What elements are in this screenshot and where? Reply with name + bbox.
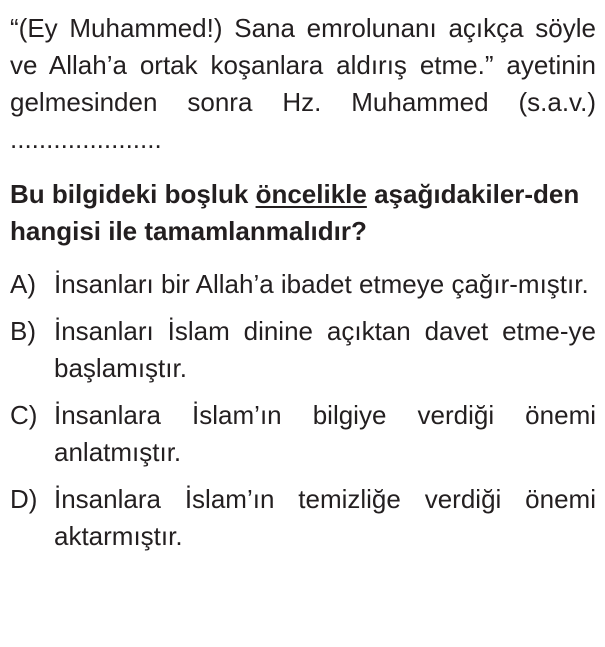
answer-option-c[interactable] [10, 397, 596, 471]
option-text: İnsanları İslam dinine açıktan davet etme-ye başlamıştır. [54, 316, 596, 383]
option-text: İnsanlara İslam’ın temizliğe verdiği önemi aktarmıştır. [54, 484, 596, 551]
option-text: İnsanları bir Allah’a ibadet etmeye çağır-mıştır. [54, 269, 589, 299]
question-card [10, 10, 596, 565]
question-stem: “(Ey Muhammed!) Sana emrolunanı açıkça söyle ve Allah’a ortak koşanlara aldırış etme.” ayetinin gelmesinden sonra Hz. Muhammed (s.a.v.) ..................... [10, 13, 596, 154]
question-emphasis: öncelikle [255, 179, 367, 209]
option-letter: B) [10, 316, 36, 346]
question-prompt [10, 176, 596, 250]
option-letter: A) [10, 269, 36, 299]
option-letter: D) [10, 484, 38, 514]
answer-option-b[interactable] [10, 313, 596, 387]
question-prompt-end: aşağıdakiler-den hangisi ile tamamlanmalıdır? [10, 179, 580, 246]
answer-option-d[interactable] [10, 481, 596, 555]
option-letter: C) [10, 400, 38, 430]
answer-options [10, 266, 596, 555]
answer-option-a[interactable] [10, 266, 596, 303]
question-prompt-start: Bu bilgideki boşluk [10, 179, 256, 209]
option-text: İnsanlara İslam’ın bilgiye verdiği önemi anlatmıştır. [54, 400, 596, 467]
